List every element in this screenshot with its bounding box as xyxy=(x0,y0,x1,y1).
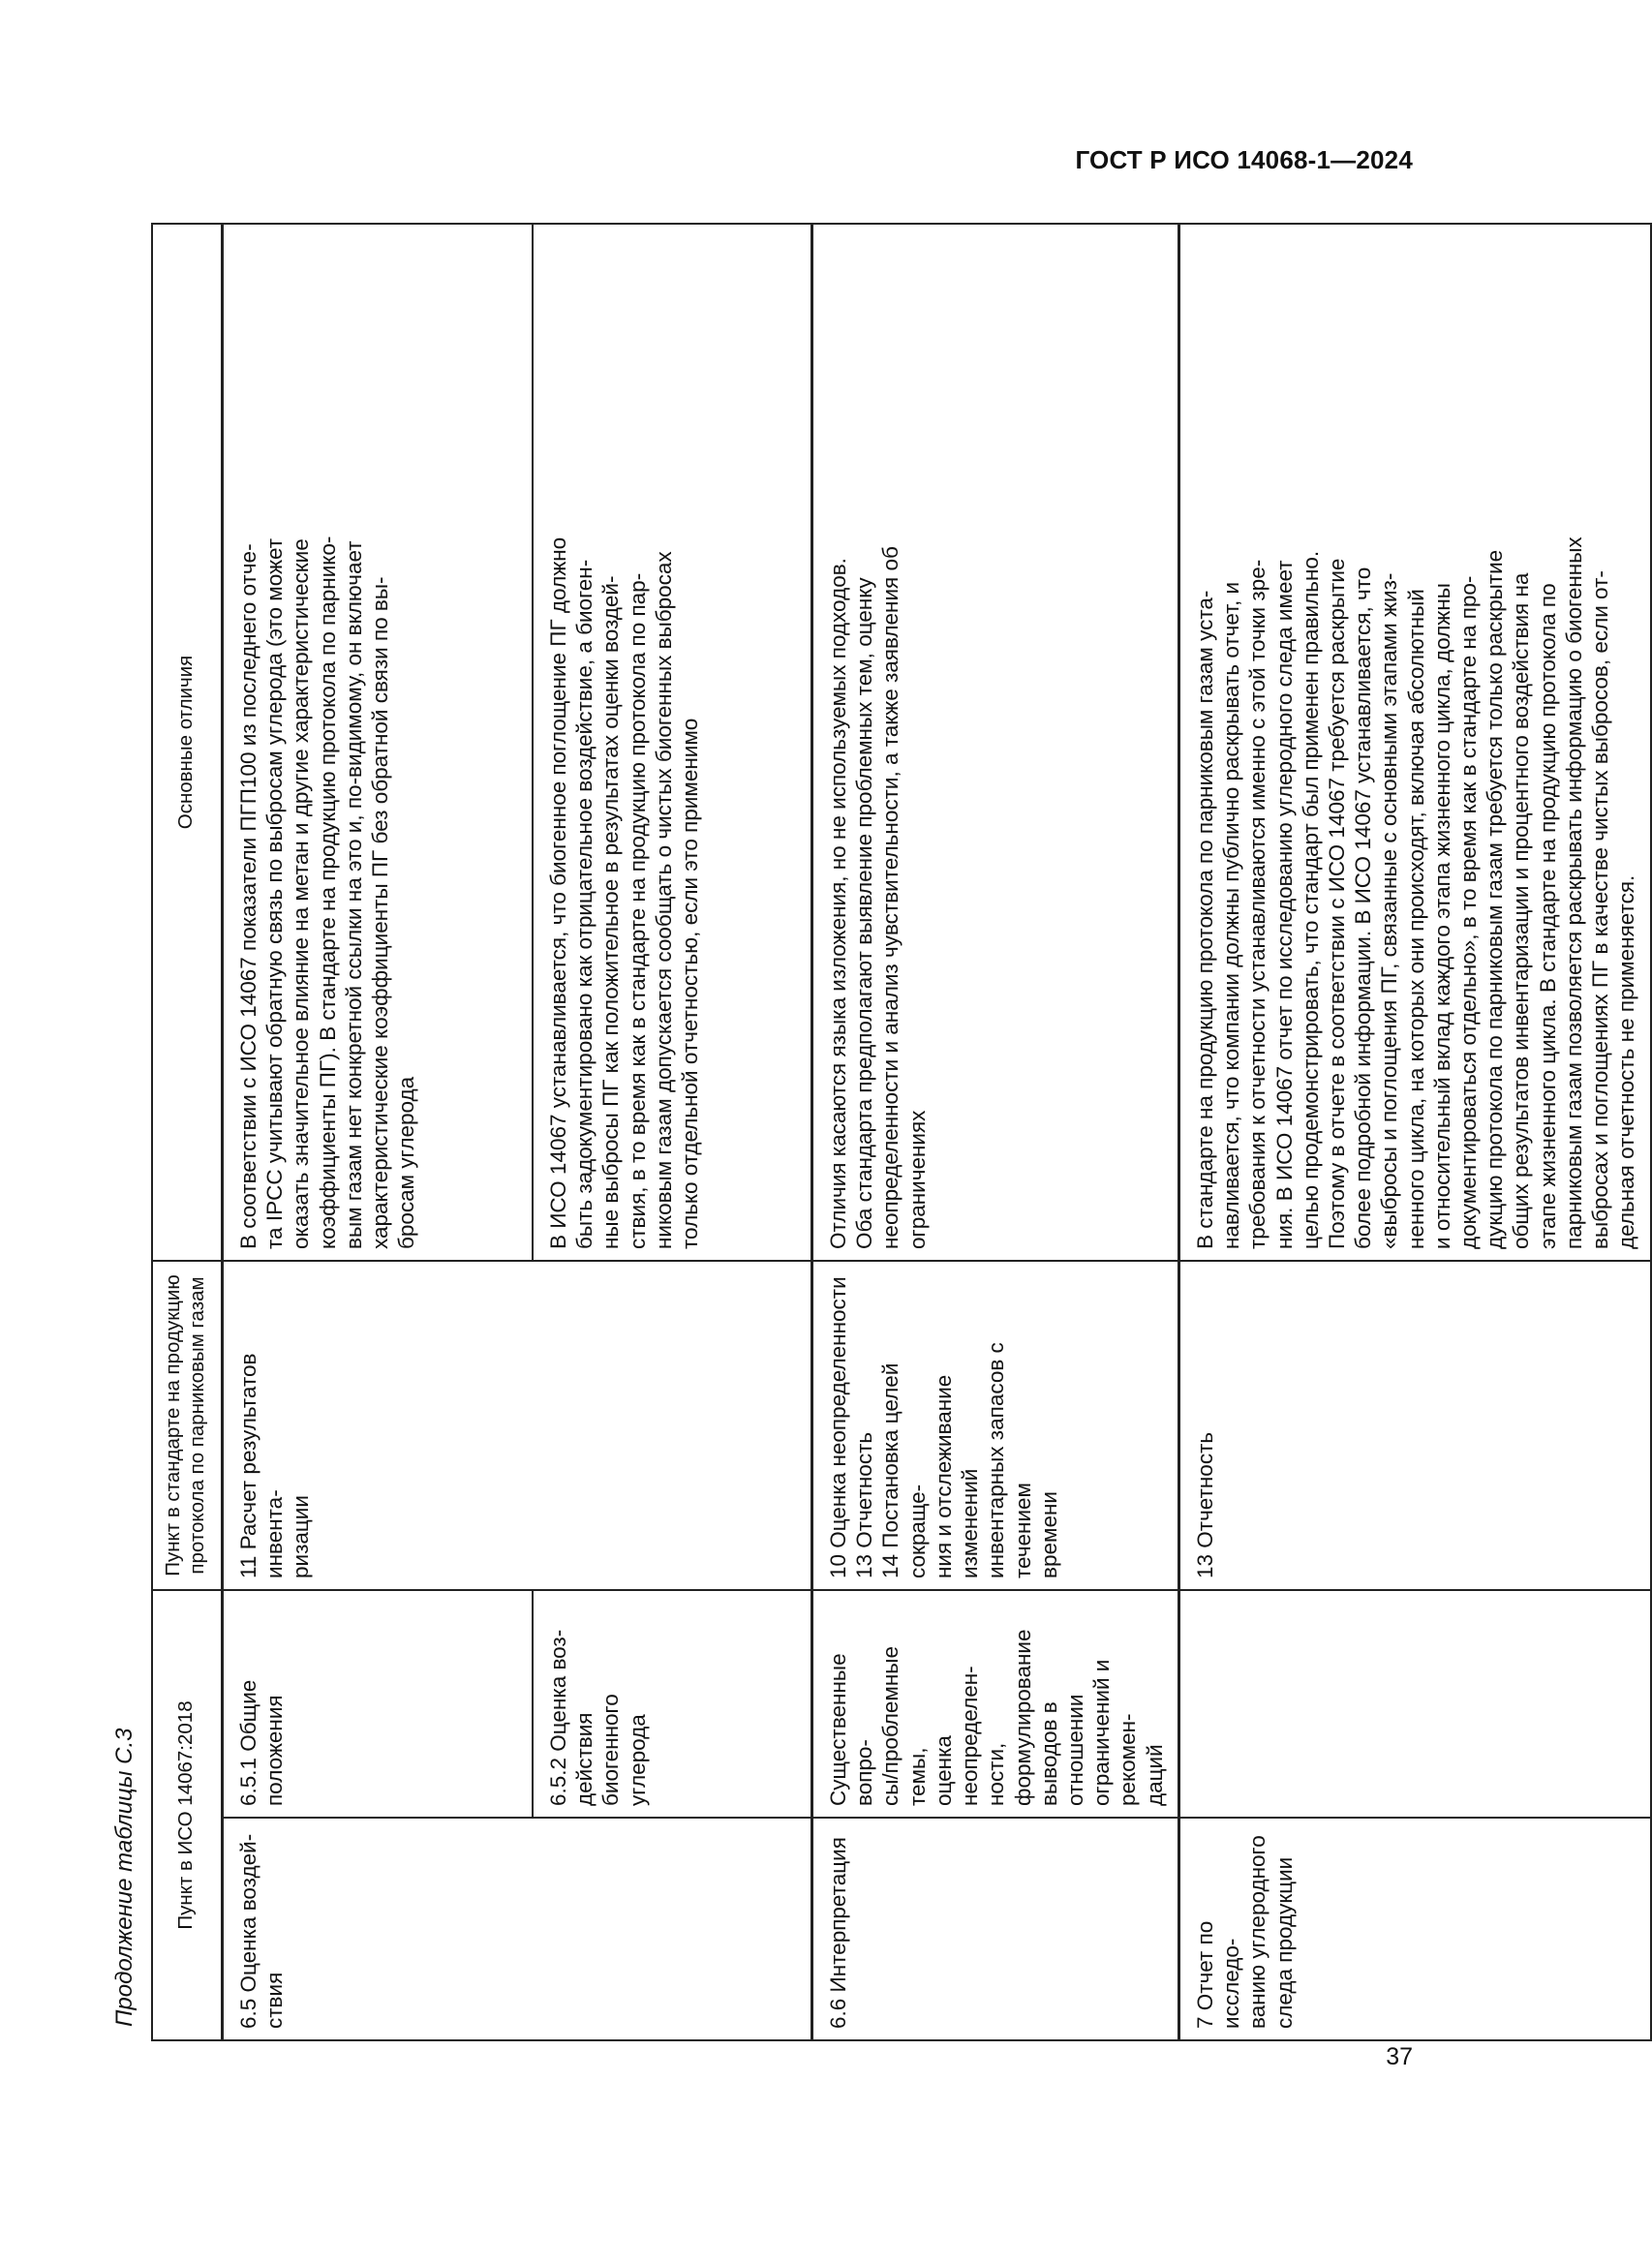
protocol-cell: 10 Оценка неопределенности 13 Отчетность 14 Постановка целей сокраще- ния и отслеживание изменений инвентарных запасов с течением времени xyxy=(812,1261,1179,1590)
document-header: ГОСТ Р ИСО 14068-1—2024 xyxy=(1075,145,1413,174)
section-cell: 6.6 Интерпретация xyxy=(812,1818,1179,2040)
comparison-table xyxy=(151,223,1652,2041)
table-row xyxy=(533,224,812,2040)
table-row xyxy=(812,224,1179,2040)
subsection-cell: 6.5.2 Оценка воз- действия биогенного углерода xyxy=(533,1590,812,1818)
column-header-iso: Пункт в ИСО 14067:2018 xyxy=(152,1590,223,2040)
table-row xyxy=(223,224,534,2040)
differences-cell: В стандарте на продукцию протокола по парниковым газам уста- навливается, что компании должны публично раскрывать отчет, и требования к отчетности устанавливаются именно с этой точки зре- ния. В ИСО 14067 отчет по исследованию углеродного следа имеет целью продемонстрировать, что стандарт был применен правильно. Поэтому в отчете в соответствии с ИСО 14067 требуется раскрытие более подробной информации. В ИСО 14067 устанавливается, что «выбросы и поглощения ПГ, связанные с основными этапами жиз- ненного цикла, на которых они происходят, включая абсолютный и относительный вклад каждого этапа жизненного цикла, должны документироваться отдельно», в то время как в стандарте на про- дукцию протокола по парниковым газам требуется только раскрытие общих результатов инвентаризации и процентного воздействия на этапе жизненного цикла. В стандарте на продукцию протокола по парниковым газам позволяется раскрывать информацию о биогенных выбросах и поглощениях ПГ в качестве чистых выбросов, если от- дельная отчетность не применяется. xyxy=(1178,224,1650,1261)
protocol-cell: 13 Отчетность xyxy=(1178,1261,1650,1590)
protocol-cell: 11 Расчет результатов инвента- ризации xyxy=(223,1261,812,1590)
column-header-differences: Основные отличия xyxy=(152,224,223,1261)
subsection-cell: 6.5.1 Общие положения xyxy=(223,1590,534,1818)
section-cell: 7 Отчет по исследо- ванию углеродного следа продукции xyxy=(1178,1818,1650,2040)
subsection-cell: Существенные вопро- сы/проблемные темы, оценка неопределен- ности, формулирование выводов в отношении ограничений и рекомен- даций xyxy=(812,1590,1179,1818)
table-header-row xyxy=(152,224,223,2040)
differences-cell: Отличия касаются языка изложения, но не используемых подходов. Оба стандарта предполагают выявление проблемных тем, оценку неопределенности и анализ чувствительности, а также заявления об ограничениях xyxy=(812,224,1179,1261)
section-cell: 6.5 Оценка воздей- ствия xyxy=(223,1818,812,2040)
differences-cell: В соответствии с ИСО 14067 показатели ПГП100 из последнего отче- та IPCC учитывают обратную связь по выбросам углерода (это может оказать значительное влияние на метан и другие характеристические коэффициенты ПГ). В стандарте на продукцию протокола по парнико- вым газам нет конкретной ссылки на это и, по-видимому, он включает характеристические коэффициенты ПГ без обратной связи по вы- бросам углерода xyxy=(223,224,534,1261)
table-caption: Продолжение таблицы С.3 xyxy=(111,1728,138,2027)
rotated-table-block xyxy=(111,210,1639,2041)
column-header-protocol: Пункт в стандарте на продукцию протокола по парниковым газам xyxy=(152,1261,223,1590)
table-row xyxy=(1178,224,1650,2040)
subsection-cell xyxy=(1178,1590,1650,1818)
page-number: 37 xyxy=(1386,2043,1413,2070)
differences-cell: В ИСО 14067 устанавливается, что биогенное поглощение ПГ должно быть задокументировано как отрицательное воздействие, а биоген- ные выбросы ПГ как положительное в результатах оценки воздей- ствия, в то время как в стандарте на продукцию протокола по пар- никовым газам допускается сообщать о чистых биогенных выбросах только отдельной отчетностью, если это применимо xyxy=(533,224,812,1261)
